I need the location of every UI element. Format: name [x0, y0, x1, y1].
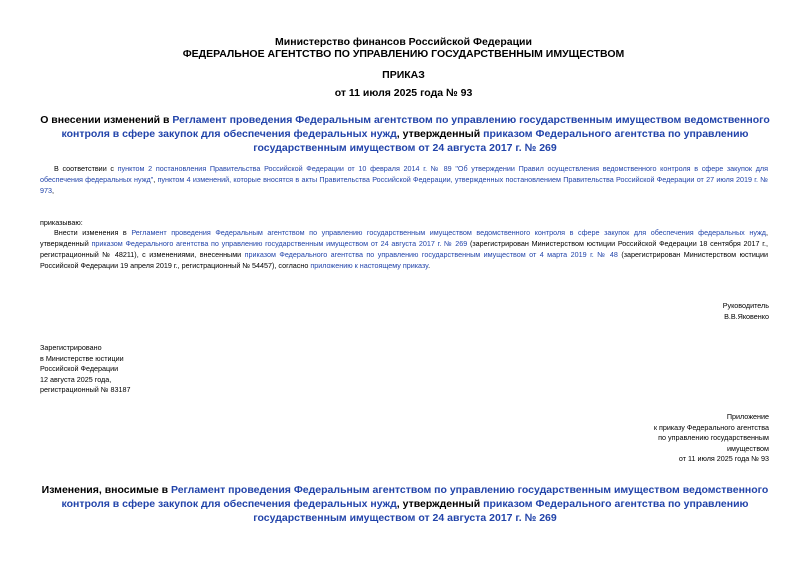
action-text: Внести изменения в: [54, 228, 132, 237]
registration-line: 12 августа 2025 года,: [40, 374, 112, 384]
order-269-link[interactable]: приказом Федерального агентства по управлению государственным имуществом от 24 августа 2017 г. № 269: [91, 239, 468, 248]
title-text: О внесении изменений в: [40, 114, 173, 126]
title-text: , утвержденный: [396, 128, 484, 140]
ministry-name: Министерство финансов Российской Федерации: [275, 36, 532, 48]
order-date-number: от 11 июля 2025 года № 93: [334, 87, 473, 99]
action-text: .: [428, 261, 431, 270]
registration-line: Российской Федерации: [40, 364, 119, 373]
signature-block: [723, 300, 769, 322]
document-title: [40, 113, 770, 155]
appendix-line: от 11 июля 2025 года № 93: [678, 454, 769, 463]
basis-text: ,: [52, 186, 54, 195]
decree-89-link[interactable]: пунктом 2 постановления Правительства Российской Федерации от 10 февраля 2014 г. № 89 "Об утверждении Правил осуществления ведомственного контроля в сфере закупок для обеспечения федеральных нужд": [40, 164, 768, 184]
regulation-link[interactable]: Регламент проведения Федеральным агентством по управлению государственным имуществом ведомственного контроля в сфере закупок для обеспечения федеральных нужд: [131, 228, 767, 237]
decree-word: приказываю:: [40, 218, 83, 227]
appendix-line: имуществом: [726, 443, 769, 453]
registration-line: Зарегистрировано: [40, 343, 102, 352]
action-text: (зарегистрирован Министерством юстиции Российской Федерации 19 апреля 2019 г., регистрационный № 54457), согласно: [40, 250, 768, 270]
appendix-line: Приложение: [726, 412, 769, 421]
order-269-link[interactable]: приказом Федерального агентства по управлению государственным имуществом от 24 августа 2017 г. № 269: [253, 498, 749, 524]
order-48-link[interactable]: приказом Федерального агентства по управлению государственным имуществом от 4 марта 2019 г. № 48: [244, 250, 618, 259]
action-text: , утвержденный: [40, 228, 769, 248]
order-269-link[interactable]: приказом Федерального агентства по управлению государственным имуществом от 24 августа 2017 г. № 269: [253, 128, 749, 154]
appendix-block: [654, 412, 769, 465]
signatory-position: Руководитель: [722, 301, 769, 310]
document-type: ПРИКАЗ: [382, 69, 425, 81]
appendix-link[interactable]: приложению к настоящему приказу: [310, 261, 429, 270]
changes-text: Изменения, вносимые в: [41, 484, 171, 496]
changes-text: , утвержденный: [396, 498, 484, 510]
registration-line: в Министерстве юстиции: [40, 353, 124, 363]
decree-973-link[interactable]: пунктом 4 изменений, которые вносятся в акты Правительства Российской Федерации, утвержденных постановлением Правительства Российской Федерации от 27 июля 2019 г. № 973: [40, 175, 768, 195]
regulation-link[interactable]: Регламент проведения Федеральным агентством по управлению государственным имуществом ведомственного контроля в сфере закупок для обеспечения федеральных нужд: [61, 484, 769, 510]
regulation-link[interactable]: Регламент проведения Федеральным агентством по управлению государственным имуществом ведомственного контроля в сфере закупок для обеспечения федеральных нужд: [61, 114, 770, 140]
basis-text: ,: [153, 175, 158, 184]
basis-paragraph: [40, 163, 768, 196]
changes-title: [30, 483, 780, 525]
agency-name: ФЕДЕРАЛЬНОЕ АГЕНТСТВО ПО УПРАВЛЕНИЮ ГОСУДАРСТВЕННЫМ ИМУЩЕСТВОМ: [182, 48, 625, 60]
signatory-name: В.В.Яковенко: [724, 312, 769, 321]
registration-block: [40, 343, 130, 396]
action-text: (зарегистрирован Министерством юстиции Российской Федерации 18 сентября 2017 г., регистрационный № 48211), с изменениями, внесенными: [40, 239, 768, 259]
appendix-line: по управлению государственным: [658, 433, 769, 442]
basis-text: В соответствии с: [54, 164, 118, 173]
action-paragraph: [40, 227, 768, 271]
registration-line: регистрационный № 83187: [40, 385, 131, 394]
appendix-line: к приказу Федерального агентства: [653, 422, 769, 432]
